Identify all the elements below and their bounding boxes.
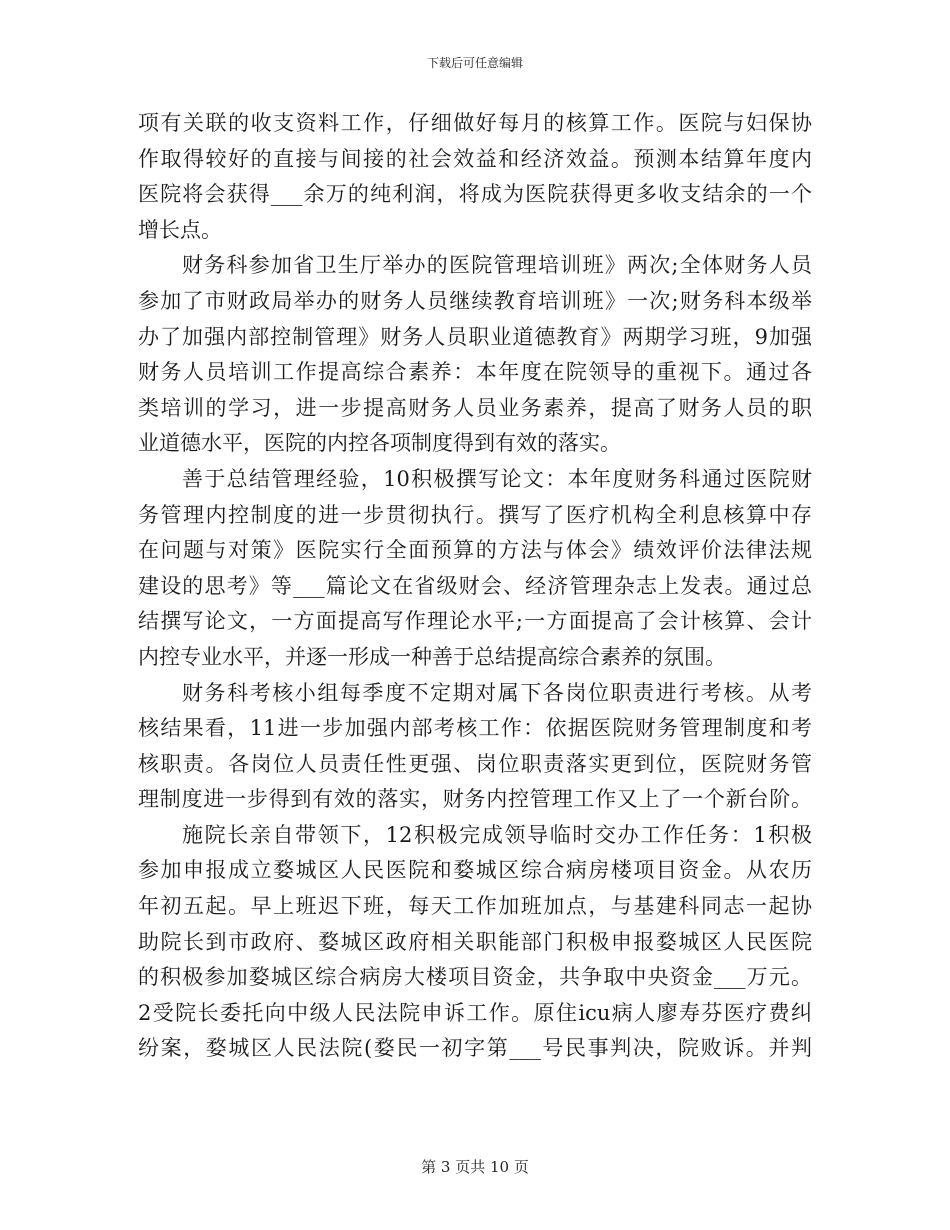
text-line: 务管理内控制度的进一步贯彻执行。撰写了医疗机构全利息核算中存 bbox=[138, 502, 812, 527]
text-line: 核结果看，11进一步加强内部考核工作：依据医院财务管理制度和考 bbox=[138, 716, 812, 741]
text-line: 办了加强内部控制管理》财务人员职业道德教育》两期学习班，9加强 bbox=[138, 324, 812, 349]
page-footer: 第 3 页共 10 页 bbox=[421, 1158, 529, 1176]
text-line: 在问题与对策》医院实行全面预算的方法与体会》绩效评价法律法规 bbox=[138, 538, 812, 563]
text-line: 医院将会获得___余万的纯利润，将成为医院获得更多收支结余的一个 bbox=[138, 182, 812, 207]
body-text bbox=[138, 106, 812, 1067]
text-line: 参加了市财政局举办的财务人员继续教育培训班》一次;财务科本级举 bbox=[138, 288, 812, 313]
text-line: 纷案，婺城区人民法院(婺民一初字第___号民事判决，院败诉。并判 bbox=[138, 1036, 812, 1061]
text-line: 内控专业水平，并逐一形成一种善于总结提高综合素养的氛围。 bbox=[138, 644, 726, 669]
text-line: 类培训的学习，进一步提高财务人员业务素养，提高了财务人员的职 bbox=[138, 395, 812, 420]
text-line: 参加申报成立婺城区人民医院和婺城区综合病房楼项目资金。从农历 bbox=[138, 858, 812, 883]
text-line: 年初五起。早上班迟下班，每天工作加班加点，与基建科同志一起协 bbox=[138, 894, 812, 919]
text-line: 项有关联的收支资料工作，仔细做好每月的核算工作。医院与妇保协 bbox=[138, 111, 812, 135]
page-header: 下载后可任意编辑 bbox=[426, 56, 523, 70]
text-line: 财务科参加省卫生厅举办的医院管理培训班》两次;全体财务人员 bbox=[182, 253, 812, 278]
text-line: 业道德水平，医院的内控各项制度得到有效的落实。 bbox=[138, 431, 621, 456]
text-line: 建设的思考》等___篇论文在省级财会、经济管理杂志上发表。通过总 bbox=[138, 573, 812, 598]
text-line: 2受院长委托向中级人民法院申诉工作。原住icu病人廖寿芬医疗费纠 bbox=[138, 1000, 812, 1025]
text-line: 理制度进一步得到有效的落实，财务内控管理工作又上了一个新台阶。 bbox=[138, 787, 812, 812]
text-line: 增长点。 bbox=[138, 217, 222, 242]
text-line: 的积极参加婺城区综合病房大楼项目资金，共争取中央资金___万元。 bbox=[138, 965, 812, 990]
text-line: 善于总结管理经验，10积极撰写论文：本年度财务科通过医院财 bbox=[182, 466, 812, 491]
text-line: 核职责。各岗位人员责任性更强、岗位职责落实更到位，医院财务管 bbox=[138, 751, 812, 776]
text-line: 施院长亲自带领下，12积极完成领导临时交办工作任务：1积极 bbox=[182, 822, 812, 847]
text-line: 财务人员培训工作提高综合素养：本年度在院领导的重视下。通过各 bbox=[138, 360, 812, 385]
text-line: 助院长到市政府、婺城区政府相关职能部门积极申报婺城区人民医院 bbox=[138, 929, 812, 954]
text-line: 财务科考核小组每季度不定期对属下各岗位职责进行考核。从考 bbox=[182, 680, 812, 705]
text-line: 结撰写论文，一方面提高写作理论水平;一方面提高了会计核算、会计 bbox=[138, 609, 812, 634]
text-line: 作取得较好的直接与间接的社会效益和经济效益。预测本结算年度内 bbox=[138, 146, 812, 171]
